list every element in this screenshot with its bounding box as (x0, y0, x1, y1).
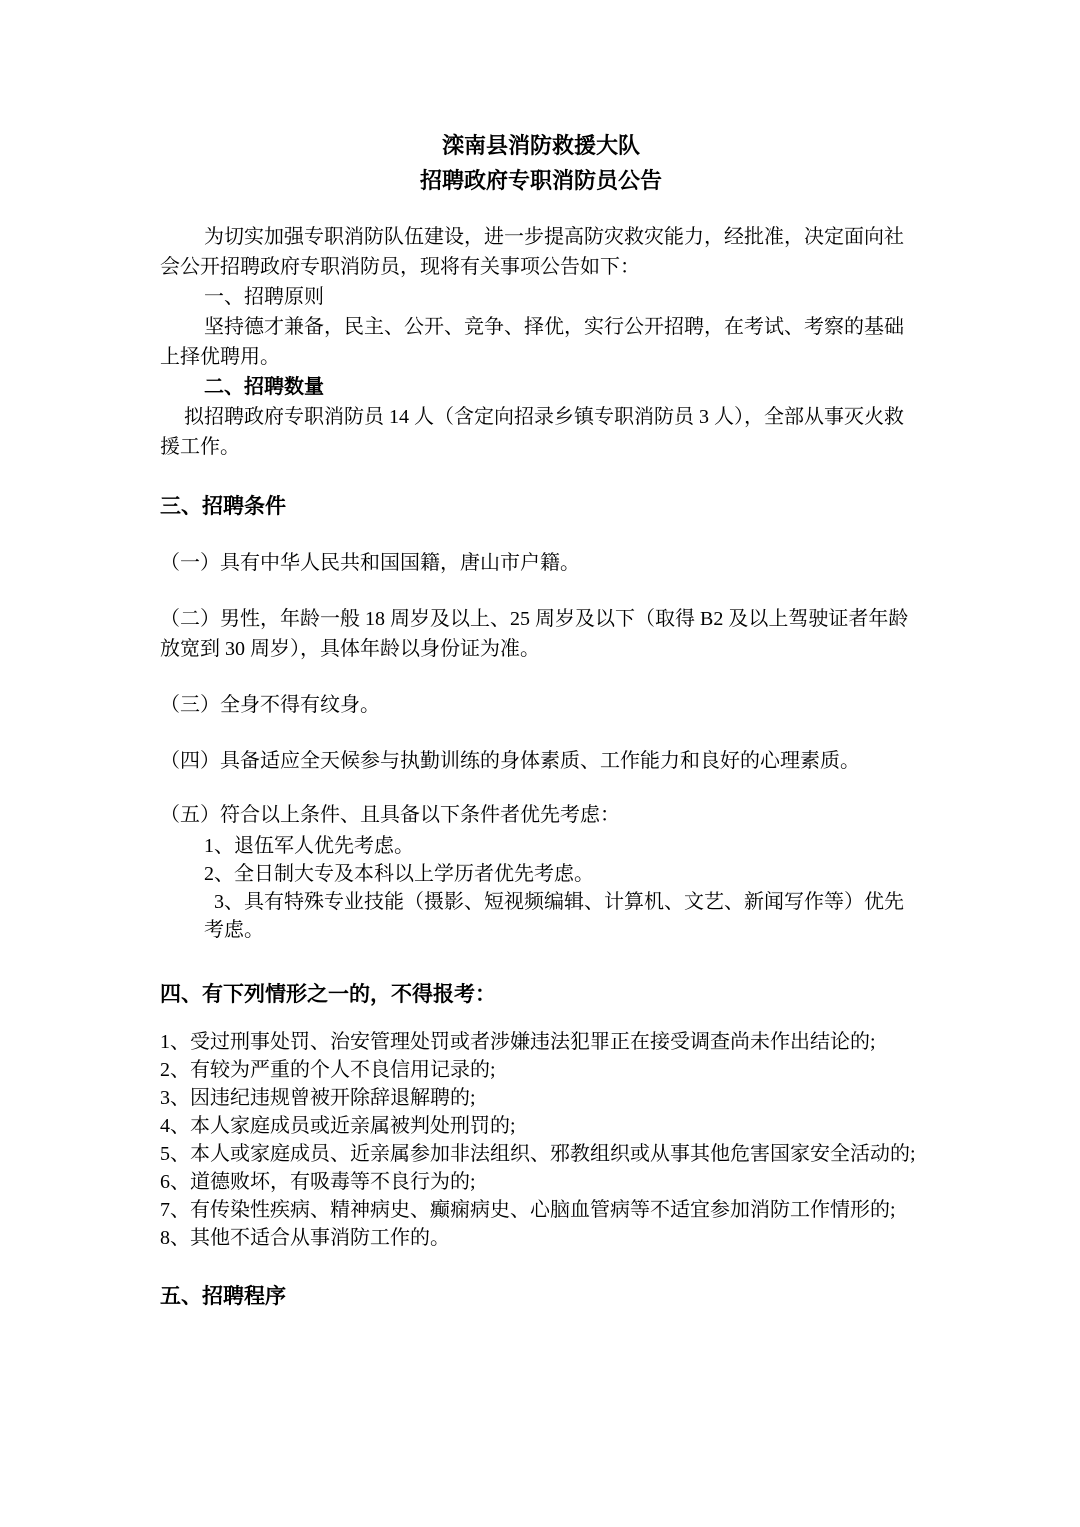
condition-item-2: （二）男性，年龄一般 18 周岁及以上、25 周岁及以下（取得 B2 及以上驾驶证者年龄放宽到 30 周岁），具体年龄以身份证为准。 (160, 608, 909, 660)
section-4-heading: 四、有下列情形之一的，不得报考： (160, 983, 496, 1006)
section-2-body: 拟招聘政府专职消防员 14 人（含定向招录乡镇专职消防员 3 人），全部从事灭火救援工作。 (160, 406, 904, 458)
disqualification-item-1: 1、受过刑事处罚、治安管理处罚或者涉嫌违法犯罪正在接受调查尚未作出结论的; (160, 1031, 876, 1053)
condition-item-1: （一）具有中华人民共和国国籍，唐山市户籍。 (160, 552, 580, 574)
section-3-heading: 三、招聘条件 (160, 495, 286, 518)
disqualification-item-2: 2、有较为严重的个人不良信用记录的; (160, 1059, 496, 1081)
document-title-line-2: 招聘政府专职消防员公告 (419, 168, 662, 193)
disqualification-item-8: 8、其他不适合从事消防工作的。 (160, 1227, 450, 1249)
document-title-line-1: 滦南县消防救援大队 (441, 133, 640, 158)
priority-sub-list (204, 832, 922, 944)
condition-item-4: （四）具备适应全天候参与执勤训练的身体素质、工作能力和良好的心理素质。 (160, 750, 860, 772)
section-2-heading: 二、招聘数量 (204, 376, 324, 398)
condition-item-3: （三）全身不得有纹身。 (160, 694, 380, 716)
section-4-disqualification-list (160, 1028, 922, 1252)
disqualification-item-6: 6、道德败坏，有吸毒等不良行为的; (160, 1171, 476, 1193)
disqualification-item-5: 5、本人或家庭成员、近亲属参加非法组织、邪教组织或从事其他危害国家安全活动的; (160, 1143, 916, 1165)
section-5-heading: 五、招聘程序 (160, 1285, 286, 1308)
document-title (160, 128, 922, 198)
document-opening-block (160, 222, 922, 462)
condition-item-5: （五）符合以上条件、且具备以下条件者优先考虑： (160, 804, 620, 826)
intro-paragraph: 为切实加强专职消防队伍建设，进一步提高防灾救灾能力，经批准，决定面向社会公开招聘政府专职消防员，现将有关事项公告如下： (160, 226, 904, 278)
disqualification-item-7: 7、有传染性疾病、精神病史、癫痫病史、心脑血管病等不适宜参加消防工作情形的; (160, 1199, 896, 1221)
priority-subitem-2: 2、全日制大专及本科以上学历者优先考虑。 (204, 863, 594, 885)
disqualification-item-3: 3、因违纪违规曾被开除辞退解聘的; (160, 1087, 476, 1109)
priority-subitem-3: 3、具有特殊专业技能（摄影、短视频编辑、计算机、文艺、新闻写作等）优先考虑。 (204, 891, 904, 941)
priority-subitem-1: 1、退伍军人优先考虑。 (204, 835, 414, 857)
disqualification-item-4: 4、本人家庭成员或近亲属被判处刑罚的; (160, 1115, 516, 1137)
section-3-conditions-list (160, 548, 922, 944)
section-1-body: 坚持德才兼备，民主、公开、竞争、择优，实行公开招聘，在考试、考察的基础上择优聘用。 (160, 316, 904, 368)
section-1-heading: 一、招聘原则 (204, 286, 324, 308)
